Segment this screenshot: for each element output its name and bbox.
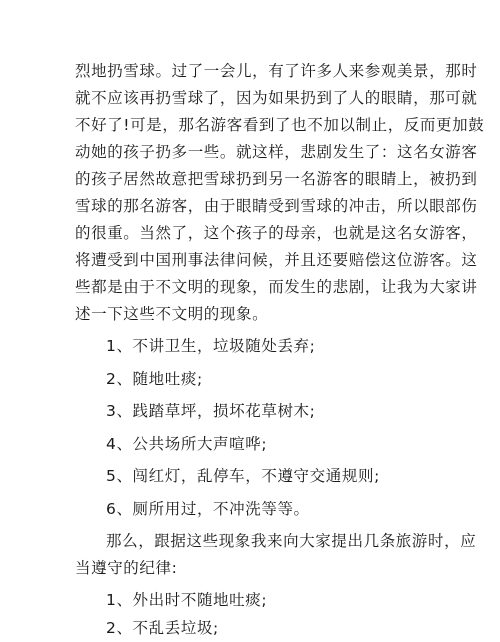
text-line: 的孩子居然故意把雪球扔到另一名游客的眼睛上，被扔到 xyxy=(75,170,478,188)
list-item: 3、践踏草坪，损坏花草树木; xyxy=(106,402,316,420)
text-line: 些都是由于不文明的现象，而发生的悲剧，让我为大家讲 xyxy=(75,278,478,296)
text-line: 的很重。当然了，这个孩子的母亲，也就是这名女游客， xyxy=(75,224,478,242)
text-line: 将遭受到中国刑事法律问候，并且还要赔偿这位游客。这 xyxy=(75,251,478,269)
text-line: 那么，跟据这些现象我来向大家提出几条旅游时，应 xyxy=(106,532,477,550)
list-item: 2、随地吐痰; xyxy=(106,369,203,388)
text-line: 动她的孩子扔多一些。就这样，悲剧发生了：这名女游客 xyxy=(75,143,478,161)
cut-off-list-item: 2、不乱丢垃圾; xyxy=(106,618,219,637)
document-body xyxy=(75,58,485,637)
list-item: 6、厕所用过，不冲洗等等。 xyxy=(106,499,310,518)
list-item: 5、闯红灯，乱停车，不遵守交通规则; xyxy=(106,467,380,485)
uncivilized-behavior-list xyxy=(75,333,425,523)
text-line: 雪球的那名游客，由于眼睛受到雪球的冲击，所以眼部伤 xyxy=(75,197,478,215)
text-line: 当遵守的纪律: xyxy=(75,559,178,577)
list-item: 1、不讲卫生，垃圾随处丢弃; xyxy=(106,337,316,355)
text-line: 烈地扔雪球。过了一会儿，有了许多人来参观美景，那时 xyxy=(75,62,478,80)
list-item: 1、外出时不随地吐痰; xyxy=(106,591,268,609)
list-item: 4、公共场所大声喧哗; xyxy=(106,434,268,453)
travel-rules-list xyxy=(75,587,425,637)
text-line: 不好了!可是，那名游客看到了也不加以制止，反而更加鼓 xyxy=(75,116,485,134)
paragraph-story xyxy=(75,58,485,328)
paragraph-rules-intro xyxy=(75,528,477,582)
text-line: 就不应该再扔雪球了，因为如果扔到了人的眼睛，那可就 xyxy=(75,89,478,107)
text-line: 述一下这些不文明的现象。 xyxy=(75,305,269,323)
